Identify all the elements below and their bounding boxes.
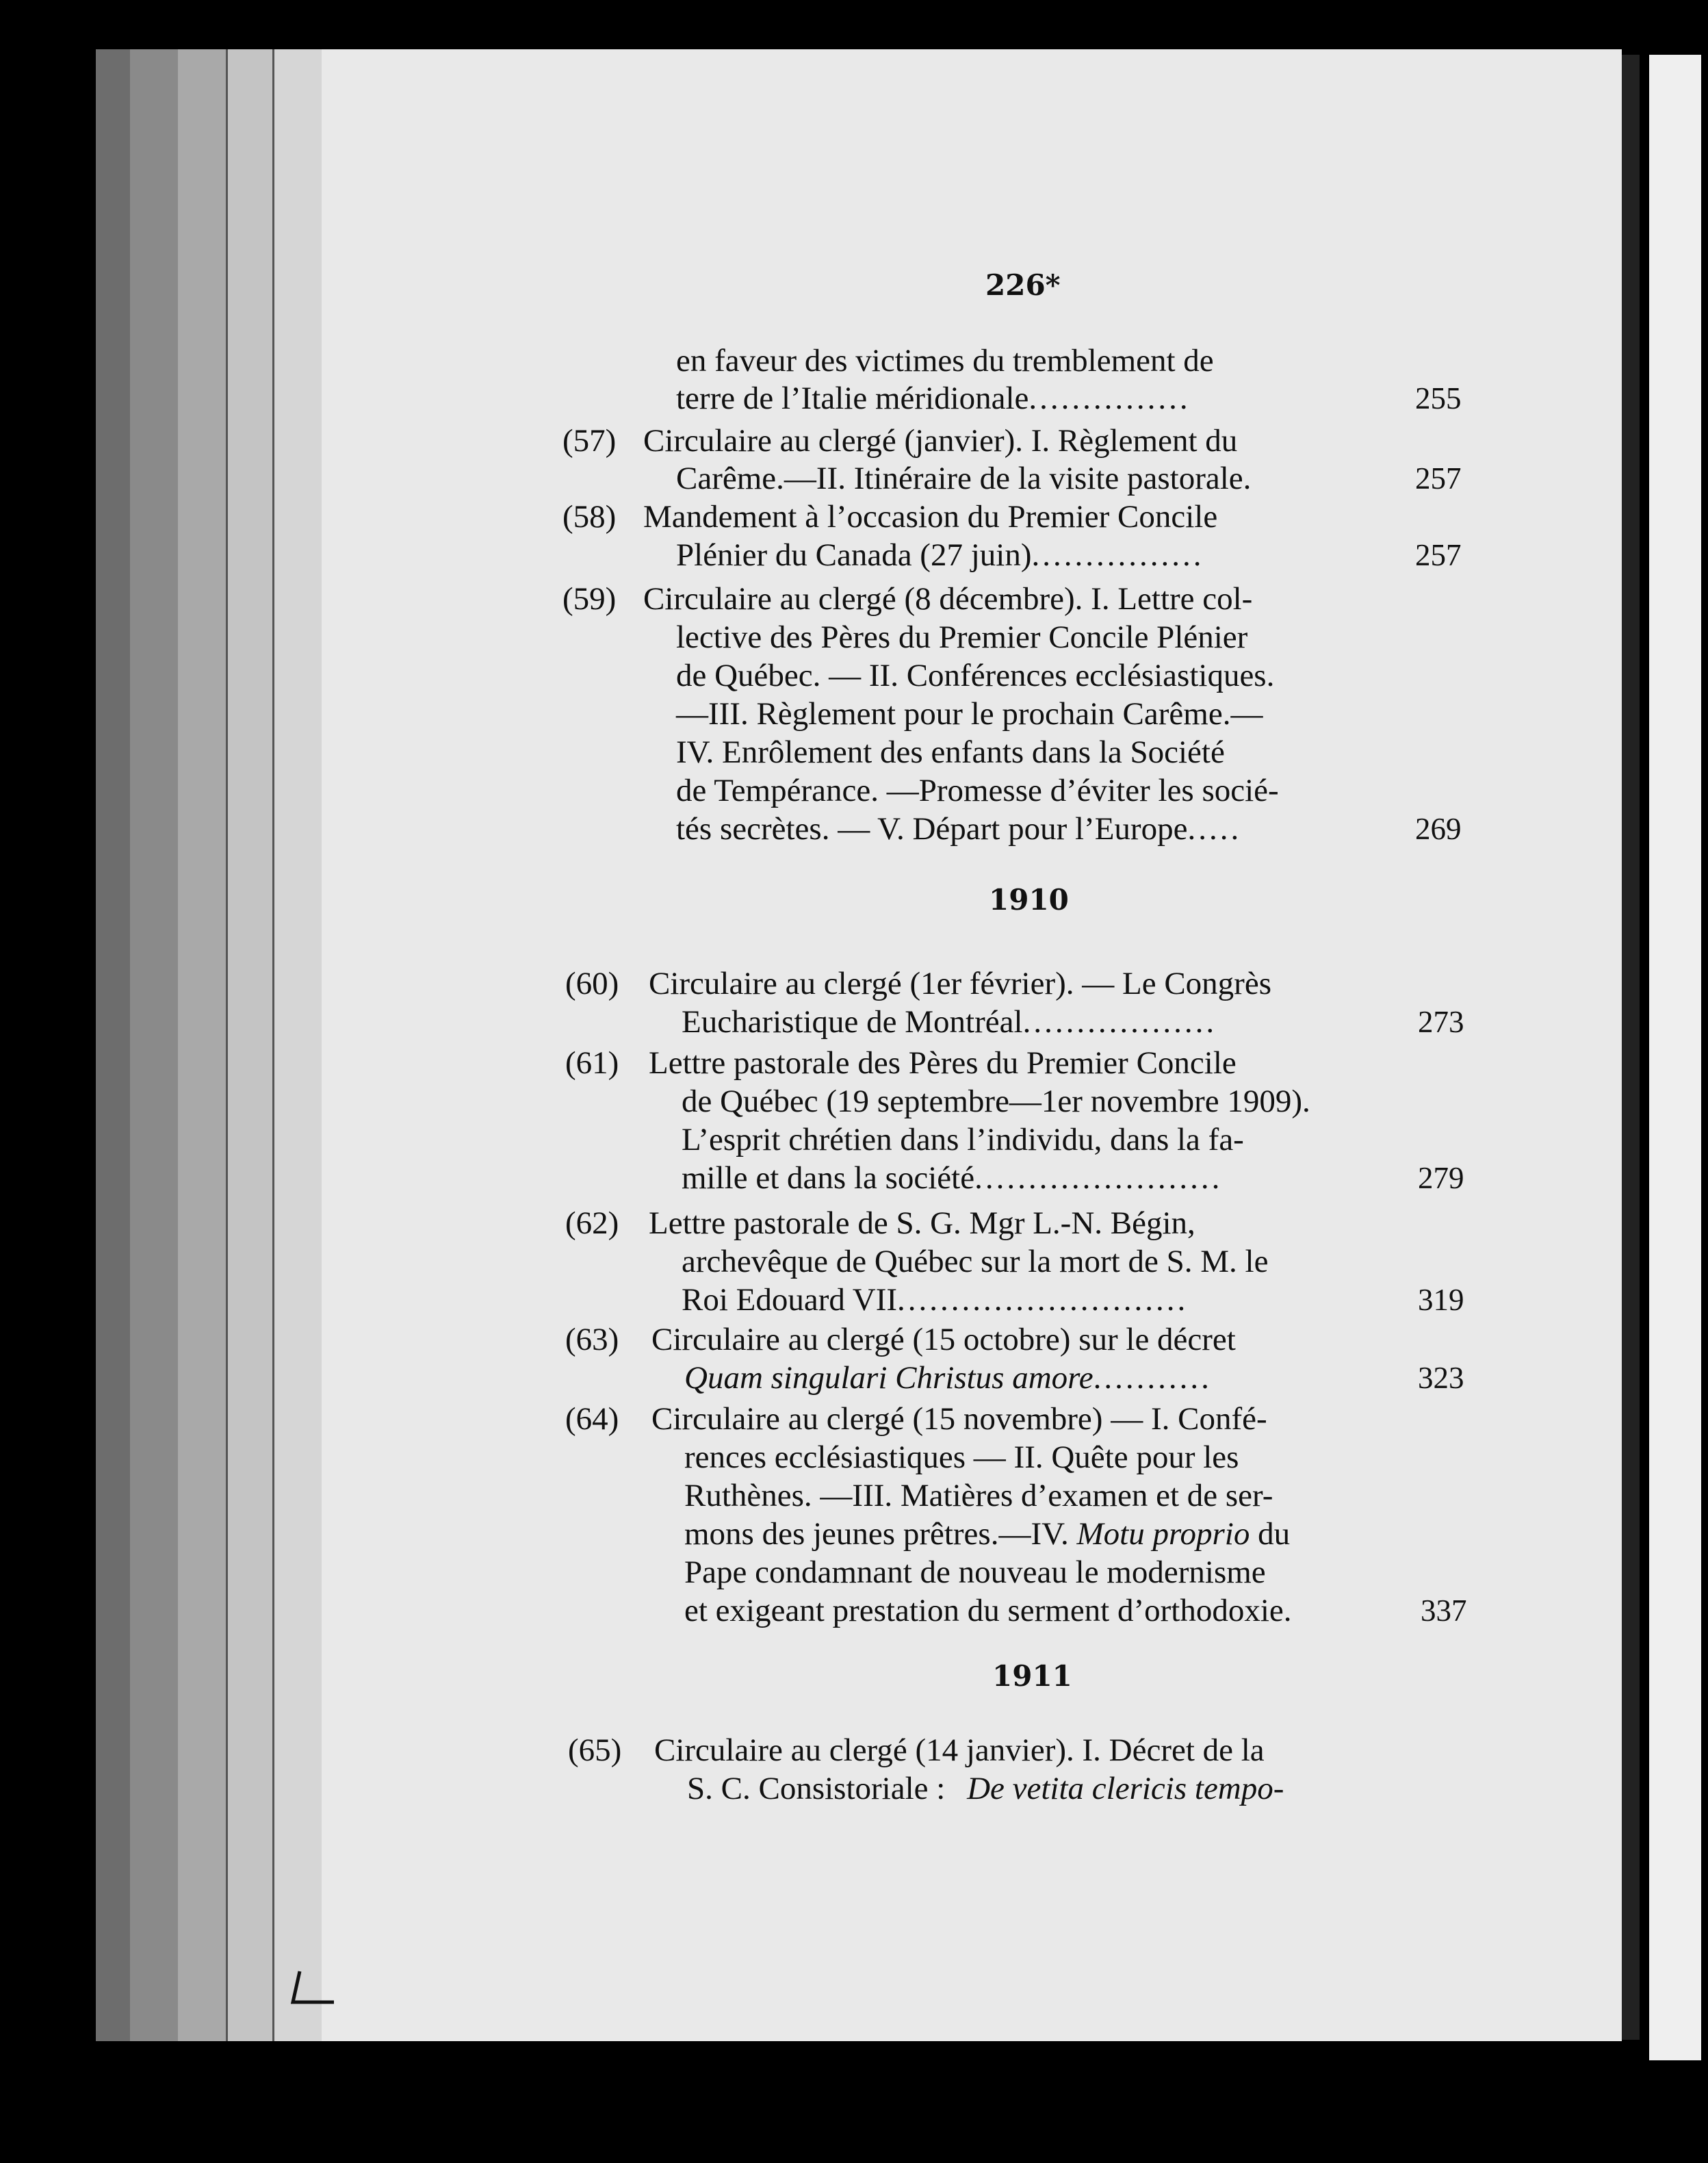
entry-text-line: Ruthènes. —III. Matières d’examen et de ser- [684,1478,1273,1513]
entry-text-line: en faveur des victimes du tremblement de [676,343,1214,379]
entry-text-line: Pape condamnant de nouveau le modernisme [684,1554,1266,1590]
entry-text-line: lective des Pères du Premier Concile Plénier [676,619,1248,655]
entry-text-line: Circulaire au clergé (janvier). I. Règlement du [643,423,1238,459]
page-number: 226* [985,268,1061,302]
entry-text-line: tés secrètes. — V. Départ pour l’Europe..... [676,811,1242,847]
entry-page-ref: 279 [1418,1161,1464,1195]
entry-number: (61) [565,1045,619,1081]
entry-text-line: Roi Edouard VII........................... [682,1282,1189,1318]
entry-page-ref: 337 [1421,1594,1467,1628]
entry-text-line: rences ecclésiastiques — II. Quête pour les [684,1439,1239,1475]
entry-text-line: Lettre pastorale des Pères du Premier Concile [649,1045,1237,1081]
entry-text-line: Circulaire au clergé (14 janvier). I. Décret de la [654,1732,1265,1768]
year-heading: 1911 [992,1659,1072,1693]
entry-text-line: de Tempérance. —Promesse d’éviter les socié- [676,773,1279,808]
entry-text-line: Circulaire au clergé (15 octobre) sur le décret [651,1322,1236,1357]
entry-number: (64) [565,1401,619,1437]
entry-number: (57) [562,423,617,459]
entry-number: (65) [568,1732,622,1768]
entry-text-line: Circulaire au clergé (1er février). — Le Congrès [649,966,1271,1001]
entry-text-line: terre de l’Italie méridionale............... [676,381,1191,416]
entry-number: (63) [565,1322,619,1357]
facing-page-gutter [1622,55,1640,2040]
entry-text-line: Plénier du Canada (27 juin)................ [676,537,1204,573]
entry-text-line: de Québec (19 septembre—1er novembre 1909). [682,1084,1310,1119]
entry-page-ref: 273 [1418,1005,1464,1039]
year-heading: 1910 [989,883,1069,917]
entry-text-line: de Québec. — II. Conférences ecclésiastiques. [676,658,1275,693]
entry-text-line: S. C. Consistoriale : De vetita clericis tempo- [687,1771,1284,1806]
entry-text-line: Lettre pastorale de S. G. Mgr L.-N. Bégin, [649,1205,1195,1241]
entry-text-line: Quam singulari Christus amore........... [684,1360,1212,1396]
entry-page-ref: 257 [1415,461,1462,496]
entry-page-ref: 323 [1418,1361,1464,1395]
entry-page-ref: 257 [1415,538,1462,572]
entry-page-ref: 319 [1418,1283,1464,1317]
entry-text-line: —III. Règlement pour le prochain Carême.— [676,696,1263,732]
entry-text-line: mille et dans la société....................... [682,1160,1223,1196]
facing-page-edge [1649,55,1701,2060]
entry-text-line: et exigeant prestation du serment d’orthodoxie. [684,1593,1292,1628]
entry-text-line: Eucharistique de Montréal.................. [682,1004,1217,1040]
page-edge [178,49,226,2041]
entry-text-line: L’esprit chrétien dans l’individu, dans la fa- [682,1122,1244,1157]
pencil-mark-icon [286,1964,341,2012]
page-edge [226,49,274,2041]
entry-text-line: archevêque de Québec sur la mort de S. M. le [682,1244,1269,1279]
page-edge [274,49,328,2041]
page-edge-line [226,49,228,2041]
entry-text-line: mons des jeunes prêtres.—IV. Motu proprio du [684,1516,1291,1552]
entry-text-line: Carême.—II. Itinéraire de la visite pastorale. [676,461,1252,496]
entry-text-line: Mandement à l’occasion du Premier Concile [643,499,1218,535]
entry-text-line: IV. Enrôlement des enfants dans la Société [676,734,1225,770]
entry-number: (60) [565,966,619,1001]
page-edge [96,49,130,2041]
entry-number: (59) [562,581,617,617]
page-edge [130,49,178,2041]
entry-text-line: Circulaire au clergé (8 décembre). I. Lettre col- [643,581,1253,617]
page-edge-line [272,49,274,2041]
entry-page-ref: 255 [1415,381,1462,415]
entry-number: (58) [562,499,617,535]
entry-text-line: Circulaire au clergé (15 novembre) — I. Confé- [651,1401,1267,1437]
entry-number: (62) [565,1205,619,1241]
entry-page-ref: 269 [1415,812,1462,846]
